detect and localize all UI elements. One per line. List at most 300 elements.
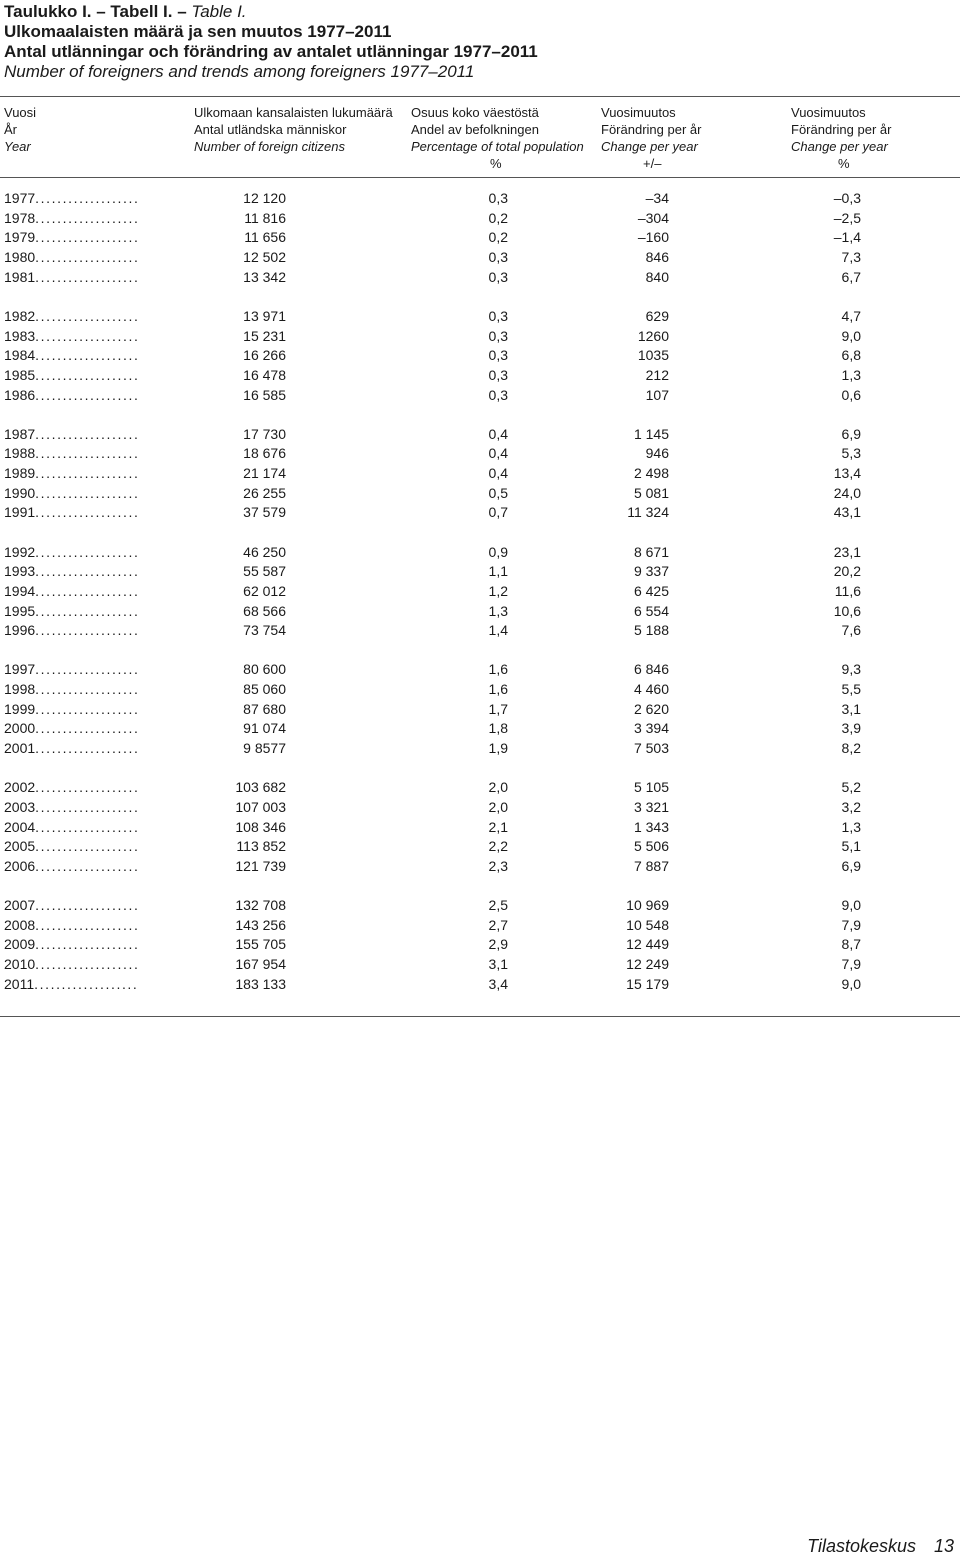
- table-caption: [4, 2, 954, 22]
- cell-year: [4, 542, 139, 562]
- cell-year: [4, 227, 139, 247]
- leader-dots: ...................: [35, 445, 140, 462]
- cell-change: 12 249: [626, 956, 669, 972]
- cell-change-pct: 5,5: [841, 681, 861, 697]
- table-row: [0, 326, 960, 346]
- cell-change: –304: [637, 209, 669, 226]
- cell-change: 2 498: [633, 465, 669, 481]
- table-row: [0, 385, 960, 405]
- cell-change-pct: 1,3: [841, 366, 861, 383]
- cell-count: 87 680: [243, 700, 286, 717]
- cell-change: 15 179: [626, 975, 669, 992]
- leader-dots: ...................: [35, 622, 140, 639]
- cell-year: [4, 934, 139, 954]
- cell-count: 80 600: [243, 661, 286, 678]
- cell-change: 5 188: [633, 622, 669, 639]
- cell-change: 5 081: [633, 484, 669, 501]
- leader-dots: ...................: [35, 838, 140, 855]
- table-row: [0, 738, 960, 758]
- year-value: 1983: [4, 327, 36, 344]
- cell-share: 0,3: [488, 268, 508, 285]
- unit-change: +/–: [643, 156, 662, 171]
- cell-count: 46 250: [243, 543, 286, 560]
- year-value: 1998: [4, 681, 36, 697]
- year-value: 2010: [4, 956, 36, 972]
- leader-dots: ...................: [35, 661, 140, 678]
- leader-dots: ...................: [35, 779, 140, 796]
- cell-change: 107: [645, 386, 669, 403]
- cell-change-pct: 7,3: [841, 248, 861, 265]
- table-row: [0, 581, 960, 601]
- year-value: 1984: [4, 347, 36, 364]
- table-row: [0, 915, 960, 935]
- cell-change: 629: [645, 307, 669, 324]
- caption-en: Table I.: [191, 2, 247, 21]
- cell-share: 1,9: [488, 740, 508, 756]
- col-header-count: [194, 104, 393, 155]
- year-value: 1993: [4, 563, 36, 580]
- cell-year: [4, 659, 139, 679]
- cell-change-pct: 23,1: [833, 543, 861, 560]
- leader-dots: ...................: [35, 386, 140, 403]
- cell-change-pct: 0,6: [841, 386, 861, 403]
- cell-year: [4, 817, 139, 837]
- cell-share: 0,7: [488, 504, 508, 521]
- leader-dots: ...................: [34, 975, 139, 992]
- year-value: 1989: [4, 465, 36, 481]
- cell-change-pct: 5,3: [841, 445, 861, 462]
- col-header-sv: År: [4, 122, 17, 137]
- cell-change: 11 324: [627, 504, 669, 521]
- cell-count: 155 705: [235, 936, 286, 953]
- cell-count: 37 579: [243, 504, 286, 521]
- cell-count: 113 852: [236, 838, 286, 855]
- cell-change-pct: 7,9: [841, 916, 861, 933]
- table-row: [0, 797, 960, 817]
- leader-dots: ...................: [35, 190, 140, 206]
- col-header-fi: Vuosimuutos: [791, 105, 866, 120]
- cell-share: 0,3: [488, 347, 508, 364]
- table-row: [0, 443, 960, 463]
- cell-share: 2,1: [488, 818, 508, 835]
- cell-change-pct: 20,2: [833, 563, 861, 580]
- cell-share: 2,0: [488, 798, 508, 815]
- table-row: [0, 817, 960, 837]
- cell-count: 62 012: [243, 582, 286, 599]
- cell-count: 183 133: [235, 975, 286, 992]
- cell-share: 2,3: [488, 857, 508, 874]
- cell-count: 68 566: [243, 602, 286, 619]
- cell-share: 1,6: [488, 661, 508, 678]
- cell-change: 8 671: [633, 543, 669, 560]
- cell-count: 12 502: [243, 248, 286, 265]
- page-number: 13: [933, 1536, 954, 1556]
- cell-year: [4, 856, 139, 876]
- cell-year: [4, 385, 139, 405]
- cell-count: 21 174: [243, 465, 286, 481]
- leader-dots: ...................: [35, 484, 140, 501]
- cell-change-pct: 7,9: [841, 956, 861, 972]
- table-row: [0, 267, 960, 287]
- cell-count: 15 231: [243, 327, 286, 344]
- table-row: [0, 620, 960, 640]
- cell-change-pct: 6,8: [841, 347, 861, 364]
- cell-year: [4, 188, 139, 208]
- cell-count: 143 256: [235, 916, 286, 933]
- cell-change: 5 506: [633, 838, 669, 855]
- leader-dots: ...................: [35, 366, 140, 383]
- cell-change-pct: 6,9: [841, 425, 861, 442]
- leader-dots: ...................: [35, 818, 140, 835]
- table-row: [0, 424, 960, 444]
- year-value: 1999: [4, 700, 36, 717]
- caption-fi-sv: Taulukko I. – Tabell I. –: [4, 2, 187, 21]
- cell-year: [4, 954, 139, 974]
- cell-share: 1,8: [488, 720, 508, 737]
- unit-share: %: [490, 156, 502, 171]
- header-top-rule: [0, 96, 960, 97]
- cell-change: 1 145: [633, 425, 669, 442]
- cell-count: 91 074: [243, 720, 286, 737]
- table-row: [0, 856, 960, 876]
- cell-change-pct: 6,7: [841, 268, 861, 285]
- cell-count: 73 754: [243, 622, 286, 639]
- year-value: 2011: [4, 975, 35, 992]
- cell-count: 16 478: [243, 366, 286, 383]
- cell-count: 55 587: [243, 563, 286, 580]
- cell-change-pct: 9,0: [841, 897, 861, 914]
- cell-share: 0,3: [488, 190, 508, 206]
- cell-count: 11 656: [244, 229, 286, 246]
- cell-share: 1,3: [488, 602, 508, 619]
- cell-change-pct: 3,1: [841, 700, 861, 717]
- cell-share: 0,4: [488, 425, 508, 442]
- cell-share: 1,1: [488, 563, 508, 580]
- table-row: [0, 345, 960, 365]
- cell-change-pct: 9,3: [841, 661, 861, 678]
- cell-change-pct: 4,7: [841, 307, 861, 324]
- year-value: 1985: [4, 366, 36, 383]
- table-row: [0, 718, 960, 738]
- cell-year: [4, 797, 139, 817]
- cell-change-pct: 9,0: [841, 327, 861, 344]
- cell-share: 2,0: [488, 779, 508, 796]
- cell-change: 1 343: [633, 818, 669, 835]
- cell-change: 9 337: [633, 563, 669, 580]
- cell-share: 0,2: [488, 229, 508, 246]
- year-value: 2002: [4, 779, 36, 796]
- cell-change-pct: 8,2: [841, 740, 861, 756]
- cell-change: 7 887: [633, 857, 669, 874]
- year-value: 1996: [4, 622, 36, 639]
- cell-change-pct: 8,7: [841, 936, 861, 953]
- cell-share: 3,4: [488, 975, 508, 992]
- cell-year: [4, 483, 139, 503]
- table-row: [0, 974, 960, 994]
- cell-year: [4, 306, 139, 326]
- leader-dots: ...................: [35, 897, 140, 914]
- cell-count: 13 342: [243, 268, 286, 285]
- col-header-share: [411, 104, 584, 155]
- unit-change-pct: %: [838, 156, 850, 171]
- leader-dots: ...................: [35, 798, 140, 815]
- cell-count: 121 739: [235, 857, 286, 874]
- page-footer: [0, 1536, 960, 1556]
- col-header-en: Year: [4, 139, 31, 154]
- leader-dots: ...................: [35, 347, 140, 364]
- cell-change-pct: 13,4: [833, 465, 861, 481]
- year-value: 2009: [4, 936, 36, 953]
- col-header-year: [4, 104, 36, 155]
- year-value: 2006: [4, 857, 36, 874]
- cell-count: 16 585: [243, 386, 286, 403]
- cell-year: [4, 424, 139, 444]
- cell-change: 6 846: [633, 661, 669, 678]
- table-row: [0, 934, 960, 954]
- cell-year: [4, 365, 139, 385]
- leader-dots: ...................: [35, 268, 140, 285]
- cell-share: 0,9: [488, 543, 508, 560]
- table-title-block: [4, 2, 954, 82]
- cell-change-pct: 10,6: [833, 602, 861, 619]
- leader-dots: ...................: [35, 681, 140, 697]
- table-row: [0, 561, 960, 581]
- cell-count: 103 682: [235, 779, 286, 796]
- cell-change: 6 554: [633, 602, 669, 619]
- cell-share: 2,9: [488, 936, 508, 953]
- table-row: [0, 483, 960, 503]
- table-row: [0, 659, 960, 679]
- cell-year: [4, 620, 139, 640]
- cell-change-pct: 7,6: [841, 622, 861, 639]
- cell-change-pct: 11,6: [834, 582, 861, 599]
- cell-change: 10 548: [626, 916, 669, 933]
- cell-change-pct: 43,1: [833, 504, 861, 521]
- cell-count: 107 003: [235, 798, 286, 815]
- cell-change: 12 449: [626, 936, 669, 953]
- leader-dots: ...................: [35, 327, 140, 344]
- cell-count: 17 730: [243, 425, 286, 442]
- table-row: [0, 836, 960, 856]
- year-value: 1997: [4, 661, 36, 678]
- leader-dots: ...................: [35, 602, 140, 619]
- cell-count: 12 120: [243, 190, 286, 206]
- cell-share: 2,7: [488, 916, 508, 933]
- cell-year: [4, 974, 138, 994]
- cell-year: [4, 738, 139, 758]
- table-row: [0, 463, 960, 483]
- cell-change-pct: 6,9: [841, 857, 861, 874]
- header-bottom-rule: [0, 177, 960, 178]
- cell-change-pct: 5,2: [841, 779, 861, 796]
- table-row: [0, 777, 960, 797]
- year-value: 1991: [4, 504, 36, 521]
- table-row: [0, 679, 960, 699]
- table-row: [0, 895, 960, 915]
- leader-dots: ...................: [35, 504, 140, 521]
- title-english: Number of foreigners and trends among foreigners 1977–2011: [4, 62, 475, 81]
- table-row: [0, 306, 960, 326]
- cell-change: 5 105: [633, 779, 669, 796]
- cell-change: –160: [637, 229, 669, 246]
- cell-share: 0,4: [488, 465, 508, 481]
- leader-dots: ...................: [35, 543, 140, 560]
- cell-share: 0,3: [488, 307, 508, 324]
- cell-change: 4 460: [633, 681, 669, 697]
- cell-year: [4, 267, 139, 287]
- cell-year: [4, 915, 139, 935]
- cell-change: 212: [645, 366, 669, 383]
- cell-year: [4, 581, 139, 601]
- col-header-sv: Förändring per år: [601, 122, 702, 137]
- col-header-en: Percentage of total population: [411, 139, 584, 154]
- cell-year: [4, 345, 139, 365]
- cell-change-pct: 24,0: [833, 484, 861, 501]
- year-value: 2000: [4, 720, 36, 737]
- cell-year: [4, 699, 139, 719]
- year-value: 2005: [4, 838, 36, 855]
- title-finnish: Ulkomaalaisten määrä ja sen muutos 1977–2011: [4, 22, 392, 41]
- cell-change-pct: 1,3: [841, 818, 861, 835]
- cell-change-pct: –0,3: [833, 190, 861, 206]
- cell-count: 13 971: [243, 307, 286, 324]
- cell-share: 3,1: [488, 956, 508, 972]
- year-value: 1992: [4, 543, 36, 560]
- cell-year: [4, 718, 139, 738]
- cell-change: 946: [645, 445, 669, 462]
- leader-dots: ...................: [35, 916, 140, 933]
- cell-count: 167 954: [235, 956, 286, 972]
- year-value: 1987: [4, 425, 36, 442]
- leader-dots: ...................: [35, 740, 140, 756]
- table-row: [0, 542, 960, 562]
- cell-year: [4, 679, 139, 699]
- cell-count: 9 8577: [243, 740, 286, 756]
- col-header-sv: Förändring per år: [791, 122, 892, 137]
- cell-count: 132 708: [235, 897, 286, 914]
- cell-year: [4, 502, 139, 522]
- cell-change-pct: –2,5: [833, 209, 861, 226]
- col-header-sv: Andel av befolkningen: [411, 122, 539, 137]
- year-value: 1994: [4, 582, 36, 599]
- col-header-change-pct: [791, 104, 891, 155]
- leader-dots: ...................: [35, 700, 140, 717]
- table-row: [0, 601, 960, 621]
- cell-year: [4, 326, 139, 346]
- table-row: [0, 699, 960, 719]
- cell-share: 0,5: [488, 484, 508, 501]
- leader-dots: ...................: [35, 582, 140, 599]
- cell-share: 1,6: [488, 681, 508, 697]
- col-header-change: [601, 104, 701, 155]
- year-value: 1982: [4, 307, 36, 324]
- year-value: 2003: [4, 798, 36, 815]
- cell-change: 7 503: [633, 740, 669, 756]
- cell-count: 16 266: [243, 347, 286, 364]
- year-value: 1980: [4, 248, 36, 265]
- cell-year: [4, 895, 139, 915]
- col-header-fi: Osuus koko väestöstä: [411, 105, 539, 120]
- cell-change-pct: 5,1: [841, 838, 861, 855]
- table-row: [0, 365, 960, 385]
- cell-count: 108 346: [235, 818, 286, 835]
- cell-year: [4, 208, 139, 228]
- col-header-sv: Antal utländska människor: [194, 122, 347, 137]
- cell-change: –34: [645, 190, 669, 206]
- table-row: [0, 954, 960, 974]
- cell-change: 1260: [637, 327, 669, 344]
- leader-dots: ...................: [35, 720, 140, 737]
- table-row: [0, 502, 960, 522]
- year-value: 1986: [4, 386, 36, 403]
- leader-dots: ...................: [35, 857, 140, 874]
- year-value: 1978: [4, 209, 36, 226]
- cell-share: 0,3: [488, 386, 508, 403]
- cell-change: 1035: [637, 347, 669, 364]
- table-row: [0, 188, 960, 208]
- cell-share: 1,7: [488, 700, 508, 717]
- cell-year: [4, 601, 139, 621]
- cell-change: 3 321: [633, 798, 669, 815]
- cell-count: 18 676: [243, 445, 286, 462]
- cell-count: 85 060: [243, 681, 286, 697]
- cell-share: 2,5: [488, 897, 508, 914]
- cell-change-pct: 3,9: [841, 720, 861, 737]
- publisher-name: Tilastokeskus: [807, 1536, 916, 1556]
- leader-dots: ...................: [35, 307, 140, 324]
- cell-change: 3 394: [633, 720, 669, 737]
- leader-dots: ...................: [35, 956, 140, 972]
- col-header-en: Change per year: [601, 139, 698, 154]
- year-value: 2008: [4, 916, 36, 933]
- leader-dots: ...................: [35, 209, 140, 226]
- cell-year: [4, 463, 139, 483]
- cell-year: [4, 836, 139, 856]
- cell-share: 2,2: [488, 838, 508, 855]
- table-row: [0, 227, 960, 247]
- cell-count: 26 255: [243, 484, 286, 501]
- cell-year: [4, 443, 139, 463]
- col-header-fi: Vuosi: [4, 105, 37, 120]
- cell-year: [4, 247, 139, 267]
- cell-change: 840: [645, 268, 669, 285]
- col-header-en: Number of foreign citizens: [194, 139, 346, 154]
- col-header-fi: Ulkomaan kansalaisten lukumäärä: [194, 105, 393, 120]
- title-swedish: Antal utlänningar och förändring av antalet utlänningar 1977–2011: [4, 42, 538, 61]
- cell-share: 0,3: [488, 248, 508, 265]
- cell-share: 0,4: [488, 445, 508, 462]
- cell-change-pct: –1,4: [833, 229, 861, 246]
- col-header-fi: Vuosimuutos: [601, 105, 676, 120]
- leader-dots: ...................: [35, 936, 140, 953]
- table-row: [0, 247, 960, 267]
- cell-count: 11 816: [244, 209, 286, 226]
- table-row: [0, 208, 960, 228]
- cell-year: [4, 561, 139, 581]
- year-value: 2004: [4, 818, 36, 835]
- year-value: 2001: [4, 740, 36, 756]
- cell-change: 6 425: [633, 582, 669, 599]
- leader-dots: ...................: [35, 563, 140, 580]
- year-value: 1988: [4, 445, 36, 462]
- cell-share: 1,4: [488, 622, 508, 639]
- cell-share: 1,2: [488, 582, 508, 599]
- cell-share: 0,3: [488, 366, 508, 383]
- year-value: 1990: [4, 484, 36, 501]
- leader-dots: ...................: [35, 425, 140, 442]
- cell-change-pct: 9,0: [841, 975, 861, 992]
- year-value: 1981: [4, 268, 36, 285]
